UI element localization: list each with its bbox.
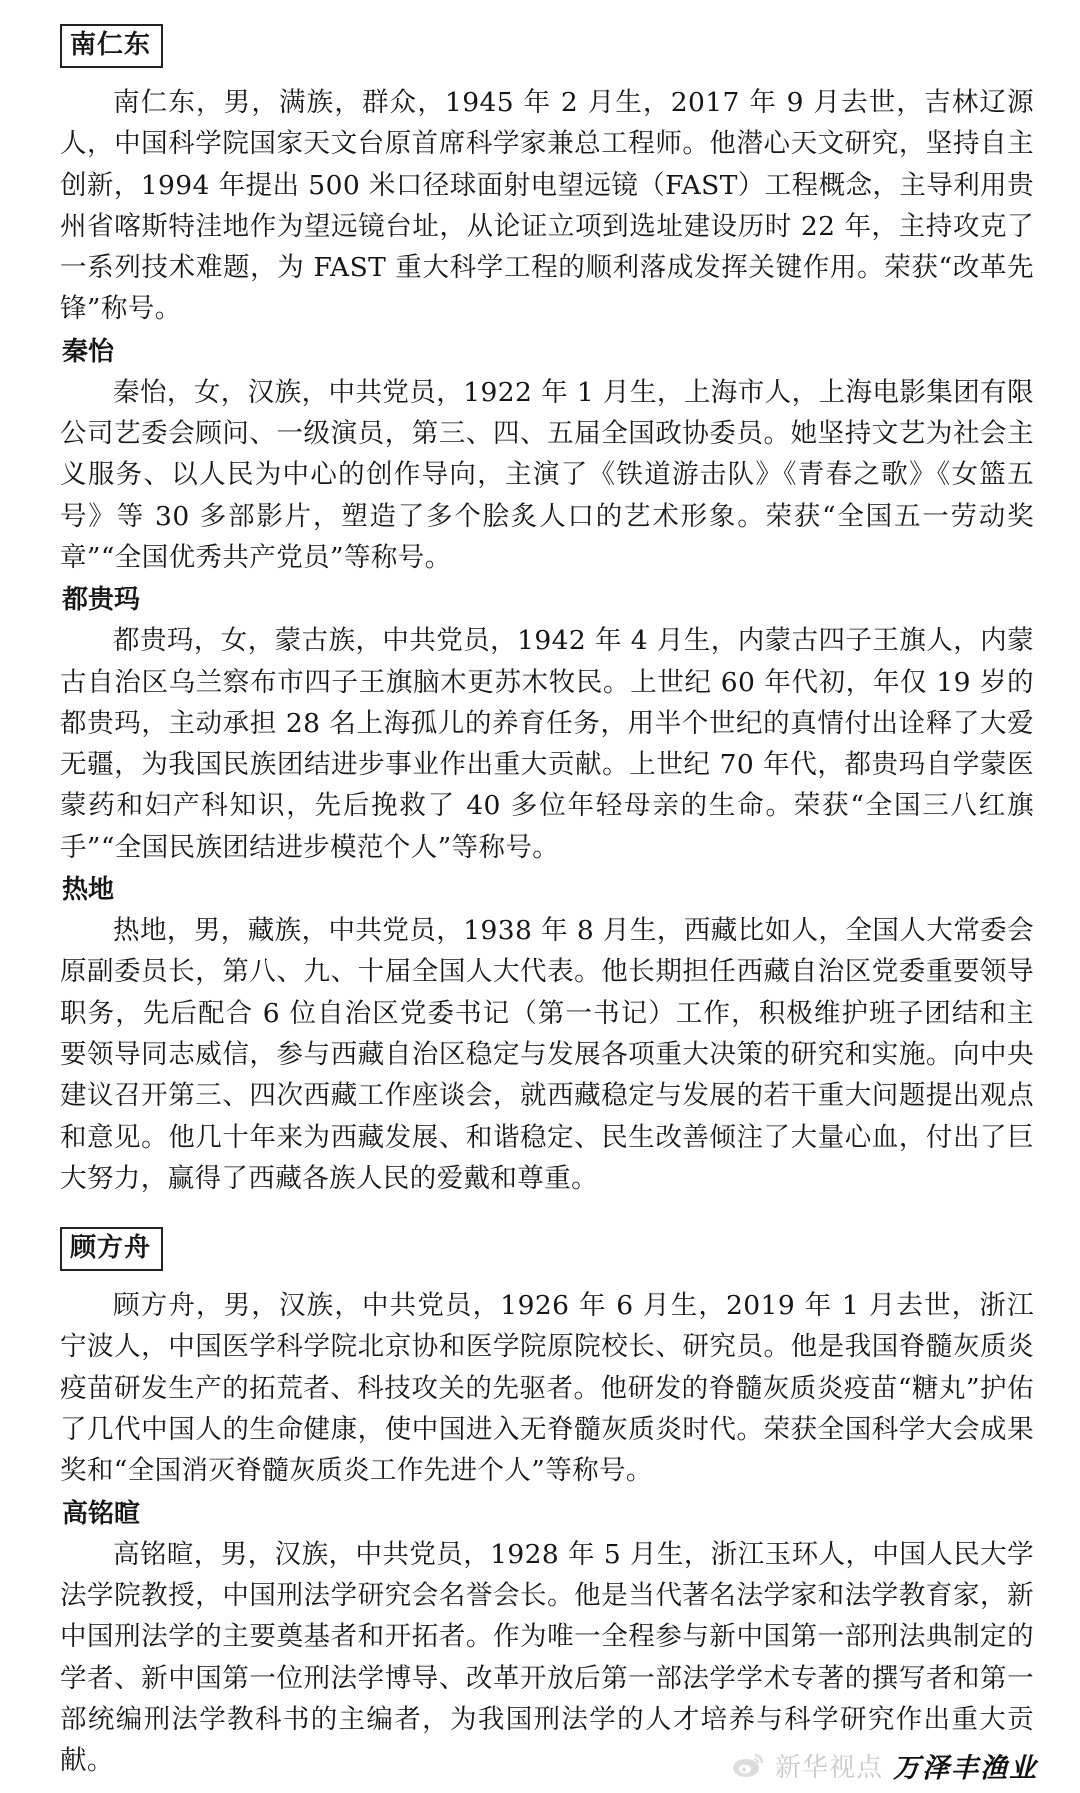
profile-text: 秦怡，女，汉族，中共党员，1922 年 1 月生，上海市人，上海电影集团有限公司艺委会顾问、一级演员，第三、四、五届全国政协委员。她坚持文艺为社会主义服务、以人民为中心的创作导向，主演了《铁道游击队》《青春之歌》《女篮五号》等 30 多部影片，塑造了多个脍炙人口的艺术形象。荣获“全国五一劳动奖章”“全国优秀共产党员”等称号。 [60, 376, 1034, 573]
profile-name: 热地 [62, 875, 115, 906]
profile-name-boxed: 南仁东 [60, 24, 163, 68]
profile-text: 南仁东，男，满族，群众，1945 年 2 月生，2017 年 9 月去世，吉林辽源人，中国科学院国家天文台原首席科学家兼总工程师。他潜心天文研究，坚持自主创新，1994 年提出 500 米口径球面射电望远镜（FAST）工程概念，主导利用贵州省喀斯特洼地作为望远镜台址，从论证立项到选址建设历时 22 年，主持攻克了一系列技术难题，为 FAST 重大科学工程的顺利落成发挥关键作用。荣获“改革先锋”称号。 [60, 87, 1034, 325]
profile-section [60, 870, 1034, 1199]
profile-name: 都贵玛 [62, 585, 141, 616]
profile-name: 秦怡 [62, 336, 115, 367]
profile-section [60, 332, 1034, 578]
profile-section [60, 1494, 1034, 1782]
weibo-icon [731, 1751, 765, 1779]
profile-section [60, 1221, 1034, 1491]
profile-text: 热地，男，藏族，中共党员，1938 年 8 月生，西藏比如人，全国人大常委会原副委员长，第八、九、十届全国人大代表。他长期担任西藏自治区党委重要领导职务，先后配合 6 位自治区党委书记（第一书记）工作，积极维护班子团结和主要领导同志威信，参与西藏自治区稳定与发展各项重大决策的研究和实施。向中央建议召开第三、四次西藏工作座谈会，就西藏稳定与发展的若干重大问题提出观点和意见。他几十年来为西藏发展、和谐稳定、民生改善倾注了大量心血，付出了巨大努力，赢得了西藏各族人民的爱戴和尊重。 [60, 915, 1034, 1194]
document-body [60, 18, 1034, 1781]
profile-section [60, 18, 1034, 330]
watermark-faded-text: 新华视点 [774, 1752, 883, 1783]
profile-name: 高铭暄 [62, 1498, 141, 1529]
profile-text: 都贵玛，女，蒙古族，中共党员，1942 年 4 月生，内蒙古四子王旗人，内蒙古自治区乌兰察布市四子王旗脑木更苏木牧民。上世纪 60 年代初，年仅 19 岁的都贵玛，主动承担 28 名上海孤儿的养育任务，用半个世纪的真情付出诠释了大爱无疆，为我国民族团结进步事业作出重大贡献。上世纪 70 年代，都贵玛自学蒙医蒙药和妇产科知识，先后挽救了 40 多位年轻母亲的生命。荣获“全国三八红旗手”“全国民族团结进步模范个人”等称号。 [60, 625, 1034, 863]
profile-section [60, 580, 1034, 868]
watermark [731, 1745, 1038, 1785]
profile-name-boxed: 顾方舟 [60, 1227, 163, 1271]
profile-text: 顾方舟，男，汉族，中共党员，1926 年 6 月生，2019 年 1 月去世，浙江宁波人，中国医学科学院北京协和医学院原院校长、研究员。他是我国脊髓灰质炎疫苗研发生产的拓荒者、科技攻关的先驱者。他研发的脊髓灰质炎疫苗“糖丸”护佑了几代中国人的生命健康，使中国进入无脊髓灰质炎时代。荣获全国科学大会成果奖和“全国消灭脊髓灰质炎工作先进个人”等称号。 [60, 1290, 1034, 1487]
profile-text: 高铭暄，男，汉族，中共党员，1928 年 5 月生，浙江玉环人，中国人民大学法学院教授，中国刑法学研究会名誉会长。他是当代著名法学家和法学教育家，新中国刑法学的主要奠基者和开拓者。作为唯一全程参与新中国第一部刑法典制定的学者、新中国第一位刑法学博导、改革开放后第一部法学学术专著的撰写者和第一部统编刑法学教科书的主编者，为我国刑法学的人才培养与科学研究作出重大贡献。 [60, 1538, 1034, 1777]
watermark-brand-text: 万泽丰渔业 [893, 1752, 1038, 1784]
